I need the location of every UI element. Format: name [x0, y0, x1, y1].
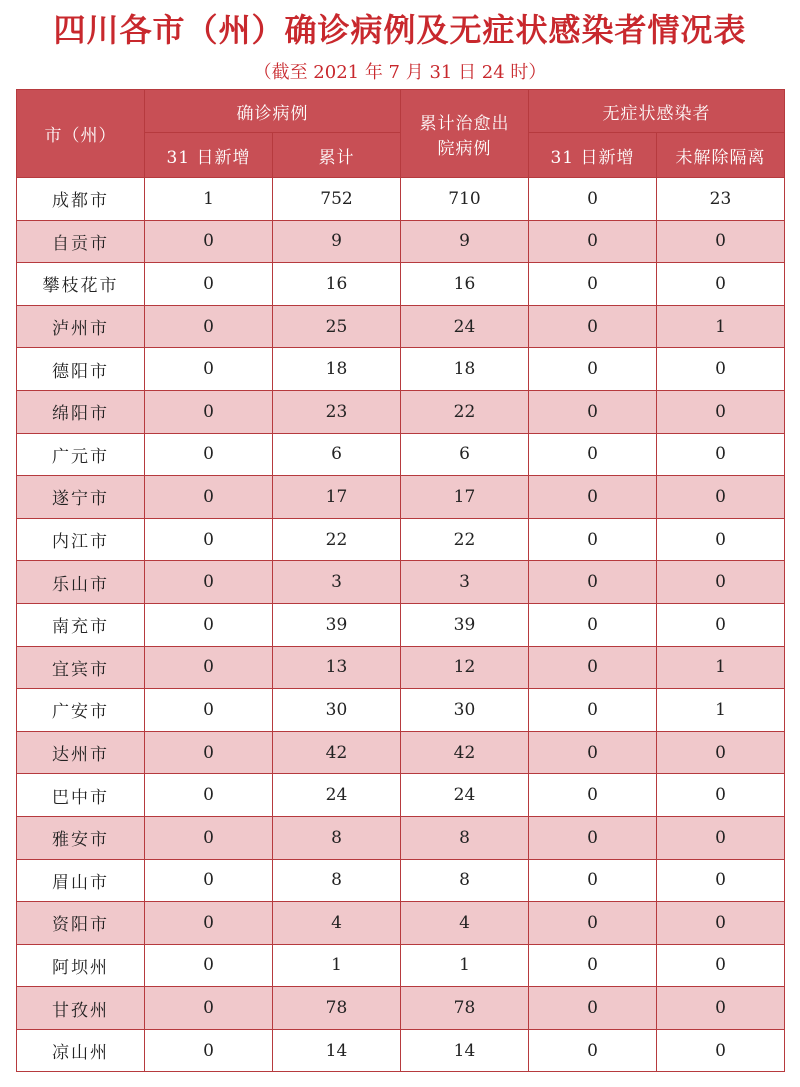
- city-cell: 眉山市: [17, 859, 145, 902]
- under-observation-cell: 0: [657, 518, 785, 561]
- under-observation-cell: 1: [657, 305, 785, 348]
- discharged-cell: 6: [401, 433, 529, 476]
- new-asymptomatic-cell: 0: [529, 859, 657, 902]
- table-row: [17, 816, 785, 859]
- new-confirmed-cell: 1: [145, 178, 273, 221]
- new-confirmed-cell: 0: [145, 518, 273, 561]
- table-row: [17, 390, 785, 433]
- table-row: [17, 944, 785, 987]
- discharged-cell: 4: [401, 902, 529, 945]
- new-confirmed-cell: 0: [145, 561, 273, 604]
- city-cell: 攀枝花市: [17, 263, 145, 306]
- table-row: [17, 305, 785, 348]
- city-cell: 阿坝州: [17, 944, 145, 987]
- new-asymptomatic-cell: 0: [529, 944, 657, 987]
- header-city: 市（州）: [17, 90, 145, 178]
- cumulative-cell: 1: [273, 944, 401, 987]
- discharged-cell: 24: [401, 305, 529, 348]
- city-cell: 成都市: [17, 178, 145, 221]
- new-confirmed-cell: 0: [145, 987, 273, 1030]
- header-new-confirmed: 31 日新增: [145, 133, 273, 178]
- discharged-cell: 22: [401, 390, 529, 433]
- new-confirmed-cell: 0: [145, 646, 273, 689]
- cumulative-cell: 24: [273, 774, 401, 817]
- cumulative-cell: 42: [273, 731, 401, 774]
- under-observation-cell: 0: [657, 774, 785, 817]
- discharged-cell: 14: [401, 1029, 529, 1072]
- cumulative-cell: 22: [273, 518, 401, 561]
- new-asymptomatic-cell: 0: [529, 1029, 657, 1072]
- city-cell: 巴中市: [17, 774, 145, 817]
- discharged-cell: 8: [401, 816, 529, 859]
- new-confirmed-cell: 0: [145, 944, 273, 987]
- new-asymptomatic-cell: 0: [529, 689, 657, 732]
- discharged-cell: 1: [401, 944, 529, 987]
- new-asymptomatic-cell: 0: [529, 220, 657, 263]
- header-cumulative: 累计: [273, 133, 401, 178]
- cumulative-cell: 16: [273, 263, 401, 306]
- header-discharged: 累计治愈出院病例: [401, 90, 529, 178]
- new-confirmed-cell: 0: [145, 263, 273, 306]
- table-row: [17, 561, 785, 604]
- under-observation-cell: 23: [657, 178, 785, 221]
- new-asymptomatic-cell: 0: [529, 774, 657, 817]
- discharged-cell: 12: [401, 646, 529, 689]
- city-cell: 广元市: [17, 433, 145, 476]
- discharged-cell: 3: [401, 561, 529, 604]
- city-cell: 德阳市: [17, 348, 145, 391]
- new-asymptomatic-cell: 0: [529, 263, 657, 306]
- under-observation-cell: 0: [657, 731, 785, 774]
- table-row: [17, 987, 785, 1030]
- new-confirmed-cell: 0: [145, 220, 273, 263]
- city-cell: 内江市: [17, 518, 145, 561]
- new-confirmed-cell: 0: [145, 348, 273, 391]
- under-observation-cell: 0: [657, 433, 785, 476]
- cumulative-cell: 30: [273, 689, 401, 732]
- new-asymptomatic-cell: 0: [529, 987, 657, 1030]
- under-observation-cell: 0: [657, 902, 785, 945]
- discharged-cell: 30: [401, 689, 529, 732]
- cumulative-cell: 8: [273, 816, 401, 859]
- new-asymptomatic-cell: 0: [529, 348, 657, 391]
- city-cell: 宜宾市: [17, 646, 145, 689]
- new-asymptomatic-cell: 0: [529, 731, 657, 774]
- cumulative-cell: 6: [273, 433, 401, 476]
- under-observation-cell: 0: [657, 816, 785, 859]
- table-body: [17, 178, 785, 1072]
- city-cell: 绵阳市: [17, 390, 145, 433]
- discharged-cell: 18: [401, 348, 529, 391]
- under-observation-cell: 0: [657, 390, 785, 433]
- table-row: [17, 646, 785, 689]
- new-asymptomatic-cell: 0: [529, 178, 657, 221]
- discharged-cell: 39: [401, 603, 529, 646]
- new-confirmed-cell: 0: [145, 476, 273, 519]
- table-row: [17, 348, 785, 391]
- cumulative-cell: 3: [273, 561, 401, 604]
- discharged-cell: 710: [401, 178, 529, 221]
- new-confirmed-cell: 0: [145, 1029, 273, 1072]
- cumulative-cell: 25: [273, 305, 401, 348]
- page-title: 四川各市（州）确诊病例及无症状感染者情况表: [53, 11, 747, 49]
- discharged-cell: 42: [401, 731, 529, 774]
- city-cell: 凉山州: [17, 1029, 145, 1072]
- new-asymptomatic-cell: 0: [529, 305, 657, 348]
- table-row: [17, 433, 785, 476]
- new-confirmed-cell: 0: [145, 731, 273, 774]
- new-confirmed-cell: 0: [145, 305, 273, 348]
- under-observation-cell: 1: [657, 646, 785, 689]
- cumulative-cell: 13: [273, 646, 401, 689]
- under-observation-cell: 0: [657, 603, 785, 646]
- city-cell: 泸州市: [17, 305, 145, 348]
- under-observation-cell: 0: [657, 987, 785, 1030]
- new-asymptomatic-cell: 0: [529, 603, 657, 646]
- city-cell: 南充市: [17, 603, 145, 646]
- discharged-cell: 17: [401, 476, 529, 519]
- city-cell: 资阳市: [17, 902, 145, 945]
- city-cell: 乐山市: [17, 561, 145, 604]
- new-asymptomatic-cell: 0: [529, 518, 657, 561]
- table-row: [17, 476, 785, 519]
- under-observation-cell: 0: [657, 561, 785, 604]
- new-asymptomatic-cell: 0: [529, 433, 657, 476]
- new-asymptomatic-cell: 0: [529, 476, 657, 519]
- under-observation-cell: 0: [657, 348, 785, 391]
- discharged-cell: 78: [401, 987, 529, 1030]
- table-row: [17, 902, 785, 945]
- city-cell: 遂宁市: [17, 476, 145, 519]
- header-under-observation: 未解除隔离: [657, 133, 785, 178]
- cumulative-cell: 17: [273, 476, 401, 519]
- cumulative-cell: 18: [273, 348, 401, 391]
- under-observation-cell: 0: [657, 476, 785, 519]
- header-confirmed-group: 确诊病例: [145, 90, 401, 133]
- new-confirmed-cell: 0: [145, 390, 273, 433]
- cumulative-cell: 78: [273, 987, 401, 1030]
- city-cell: 雅安市: [17, 816, 145, 859]
- under-observation-cell: 0: [657, 1029, 785, 1072]
- table-header: [17, 90, 785, 178]
- under-observation-cell: 0: [657, 263, 785, 306]
- table-row: [17, 178, 785, 221]
- cumulative-cell: 752: [273, 178, 401, 221]
- table-row: [17, 689, 785, 732]
- new-confirmed-cell: 0: [145, 689, 273, 732]
- discharged-cell: 9: [401, 220, 529, 263]
- table-row: [17, 1029, 785, 1072]
- discharged-cell: 8: [401, 859, 529, 902]
- header-asymptomatic-group: 无症状感染者: [529, 90, 785, 133]
- discharged-cell: 16: [401, 263, 529, 306]
- discharged-cell: 24: [401, 774, 529, 817]
- discharged-cell: 22: [401, 518, 529, 561]
- cumulative-cell: 14: [273, 1029, 401, 1072]
- cumulative-cell: 39: [273, 603, 401, 646]
- new-confirmed-cell: 0: [145, 902, 273, 945]
- new-asymptomatic-cell: 0: [529, 561, 657, 604]
- city-cell: 广安市: [17, 689, 145, 732]
- under-observation-cell: 0: [657, 220, 785, 263]
- city-cell: 甘孜州: [17, 987, 145, 1030]
- new-asymptomatic-cell: 0: [529, 646, 657, 689]
- table-row: [17, 731, 785, 774]
- cumulative-cell: 4: [273, 902, 401, 945]
- under-observation-cell: 1: [657, 689, 785, 732]
- header-new-asymptomatic: 31 日新增: [529, 133, 657, 178]
- under-observation-cell: 0: [657, 859, 785, 902]
- table-row: [17, 774, 785, 817]
- new-confirmed-cell: 0: [145, 433, 273, 476]
- cumulative-cell: 9: [273, 220, 401, 263]
- city-cell: 自贡市: [17, 220, 145, 263]
- case-table: [16, 89, 785, 1072]
- new-confirmed-cell: 0: [145, 859, 273, 902]
- table-row: [17, 263, 785, 306]
- cumulative-cell: 8: [273, 859, 401, 902]
- new-confirmed-cell: 0: [145, 774, 273, 817]
- table-row: [17, 859, 785, 902]
- cumulative-cell: 23: [273, 390, 401, 433]
- table-row: [17, 603, 785, 646]
- city-cell: 达州市: [17, 731, 145, 774]
- under-observation-cell: 0: [657, 944, 785, 987]
- page-subtitle: （截至 2021 年 7 月 31 日 24 时）: [253, 62, 547, 83]
- new-asymptomatic-cell: 0: [529, 390, 657, 433]
- new-confirmed-cell: 0: [145, 603, 273, 646]
- new-asymptomatic-cell: 0: [529, 902, 657, 945]
- new-asymptomatic-cell: 0: [529, 816, 657, 859]
- new-confirmed-cell: 0: [145, 816, 273, 859]
- table-row: [17, 518, 785, 561]
- table-row: [17, 220, 785, 263]
